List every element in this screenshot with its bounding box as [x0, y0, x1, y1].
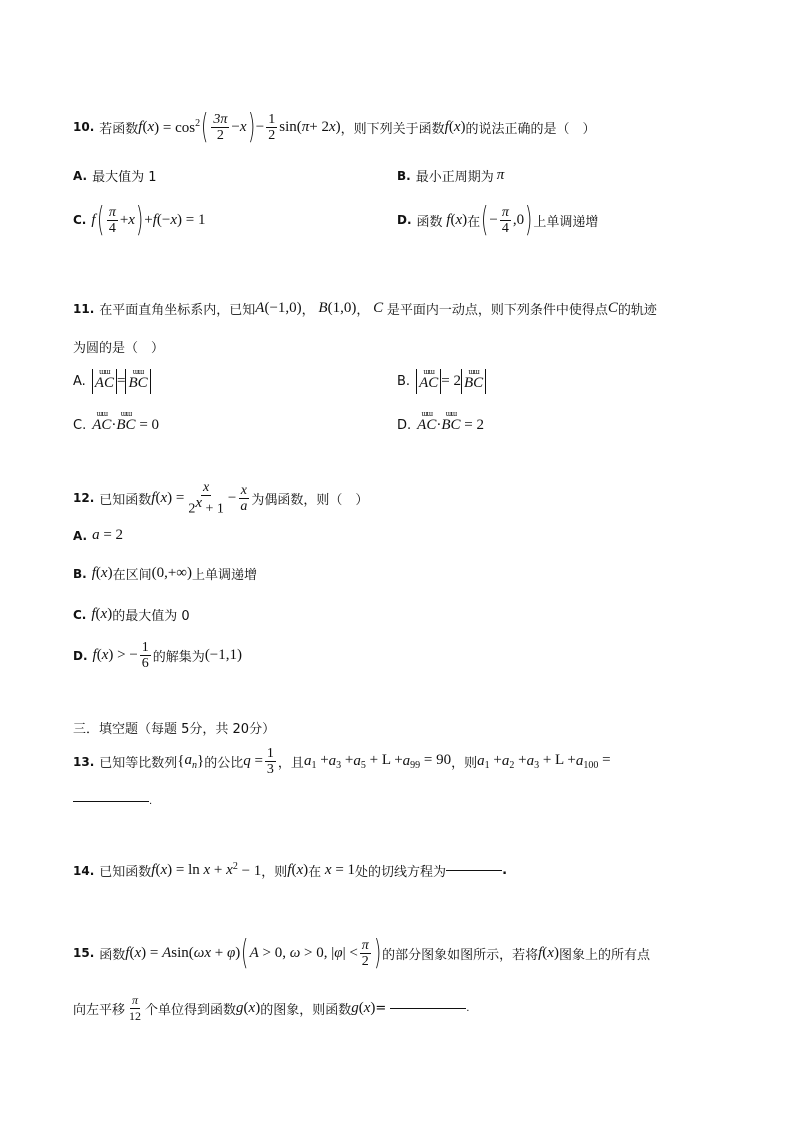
q15-text: 的图象，则函数 [260, 1003, 352, 1018]
q12-option-a: A. a = 2 [73, 527, 124, 543]
q10-option-a [73, 166, 156, 185]
q14-text: 处的切线方程为 [355, 865, 447, 880]
q11-option-b: B. ɯɯ AC = 2 ɯɯ BC [397, 369, 486, 394]
q11-stem-line1: 11. 在平面直角坐标系内，已知 A (−1,0) ， B (1,0) ， C 是平面内一动点，则下列条件中使得点 C 的轨迹 [73, 300, 657, 318]
option-text: 在区间 [112, 568, 152, 583]
q15-text: 个单位得到函数 [145, 1003, 237, 1018]
section-title: 三．填空题（每题 5分，共 20分） [73, 722, 276, 737]
q14-answer-blank[interactable] [446, 870, 502, 871]
q15-text: 向左平移 [73, 1003, 126, 1018]
q11-option-d: D. ɯɯ AC · ɯɯ BC = 2 [397, 409, 484, 433]
option-label: B. [73, 566, 87, 581]
q14-text: 在 [308, 865, 322, 880]
q13-number: 13. [73, 754, 95, 769]
option-text: 的最大值为 0 [112, 609, 190, 624]
q15-answer-blank[interactable] [390, 1008, 466, 1009]
option-text: 最大值为 1 [92, 170, 157, 185]
q11-text: ， [301, 303, 315, 318]
q13-answer-blank[interactable]: . [73, 796, 152, 807]
q12-option-c: C. f ( x ) 的最大值为 0 [73, 606, 190, 624]
q11-text: 是平面内一动点，则下列条件中使得点 [386, 303, 608, 318]
option-text: 在 [467, 214, 481, 230]
q10-tail2: 的说法正确的是（ ） [465, 121, 596, 137]
option-label: A. [73, 374, 86, 389]
q14-stem: 14. 已知函数 f ( x ) = ln x + x $^2$ − 1 ，则 f ( x ) 在 x = 1 处的切线方程为 . [73, 861, 508, 880]
option-label: D. [397, 213, 412, 227]
q13-text: ，则 [451, 756, 478, 771]
q11-stem-line2 [73, 337, 164, 356]
q15-text: 的部分图象如图所示，若将 [382, 947, 539, 963]
q11-text: ， [356, 303, 370, 318]
option-text: 函数 [416, 214, 443, 230]
q12-option-d: D. f ( x ) > − $\frac{1}{6}$ 的解集为 (−1,1) [73, 640, 243, 671]
q10-lead: 若函数 [99, 121, 139, 137]
option-label: D. [73, 648, 88, 663]
q10-option-d: D. 函数 f ( x ) 在 ( − $\frac{\pi}{4}$ ,0 ) 上单调递增 [397, 200, 599, 240]
q11-text: 的轨迹 [617, 303, 657, 318]
q14-text: . [502, 863, 508, 878]
option-text: 上单调递增 [533, 214, 599, 230]
option-text: 上单调递增 [191, 568, 257, 583]
q15-number: 15. [73, 946, 95, 960]
q12-stem: 12. 已知函数 f ( x ) = $\frac{x}{2^x + 1}$ − $\frac{x}{a}$ 为偶函数，则（ ） [73, 480, 369, 517]
q12-option-b: B. f ( x ) 在区间 (0,+∞) 上单调递增 [73, 565, 257, 583]
option-text: 最小正周期为 [415, 170, 494, 185]
q11-option-a: A. ɯɯ AC = ɯɯ BC [73, 369, 151, 394]
q14-text: 已知函数 [99, 865, 152, 880]
q10-tail: ，则下列关于函数 [340, 121, 445, 137]
option-label: B. [397, 374, 411, 389]
q11-text: 在平面直角坐标系内，已知 [99, 303, 256, 318]
q15-stem-line2: 向左平移 $\frac{\pi}{12}$ 个单位得到函数 g ( x ) 的图象，则函数 g ( x ) = . [73, 993, 470, 1023]
option-label: D. [397, 418, 412, 433]
q10-stem: 10. 若函数 f ( x ) = $\cos^2$ ( $\frac{3\pi}{2}$ − x ) − $\frac{1}{2}$ sin ( π + 2 x ) ，则下列关于函数 f ( x ) 的说法正确的是（ ） [73, 107, 596, 147]
q13-text: 的公比 [204, 756, 244, 771]
option-label: A. [73, 168, 88, 183]
q13-stem: 13. 已知等比数列 { $a_n$ } 的公比 q = $\frac{1}{3}$ ，且 a $_1$ + a $_3$ + a $_5$ + L + a $_{99}$ = 90 ，则 a $_1$ + a $_2$ + a $_3$ + L + a $_{100}$ = [73, 746, 611, 777]
q10-number: 10. [73, 120, 95, 134]
q10-option-b: B. 最小正周期为 π [397, 167, 505, 185]
q15-text: 图象上的所有点 [558, 947, 650, 963]
q13-text: 已知等比数列 [99, 756, 178, 771]
q14-number: 14. [73, 863, 95, 878]
option-label: B. [397, 168, 411, 183]
q13-text: ，且 [277, 756, 304, 771]
q14-text: ，则 [261, 865, 288, 880]
q10-formula: f [138, 118, 143, 135]
option-label: C. [73, 607, 87, 622]
q11-number: 11. [73, 301, 95, 316]
q15-stem-line1: 15. 函数 f ( x ) = A sin( ωx + φ ) ( A > 0, ω > 0, | φ | < $\frac{\pi}{2}$ ) 的部分图象如图所示，若将 f ( x ) 图象上的所有点 [73, 933, 650, 973]
section-heading [73, 718, 275, 737]
option-text: 的解集为 [152, 650, 205, 665]
q11-text: 为圆的是（ ） [73, 341, 165, 356]
q10-option-c: C. f ( $\frac{\pi}{4}$ + x ) + f (− x ) = 1 [73, 200, 206, 240]
option-label: C. [73, 418, 87, 433]
q12-text: 为偶函数，则（ ） [251, 492, 369, 508]
option-label: A. [73, 528, 88, 543]
q15-text: 函数 [99, 947, 126, 963]
q12-text: 已知函数 [99, 492, 152, 508]
q11-option-c: C. ɯɯ AC · ɯɯ BC = 0 [73, 409, 160, 433]
q12-number: 12. [73, 491, 95, 506]
option-label: C. [73, 213, 87, 227]
q15-text: = [375, 1001, 387, 1016]
